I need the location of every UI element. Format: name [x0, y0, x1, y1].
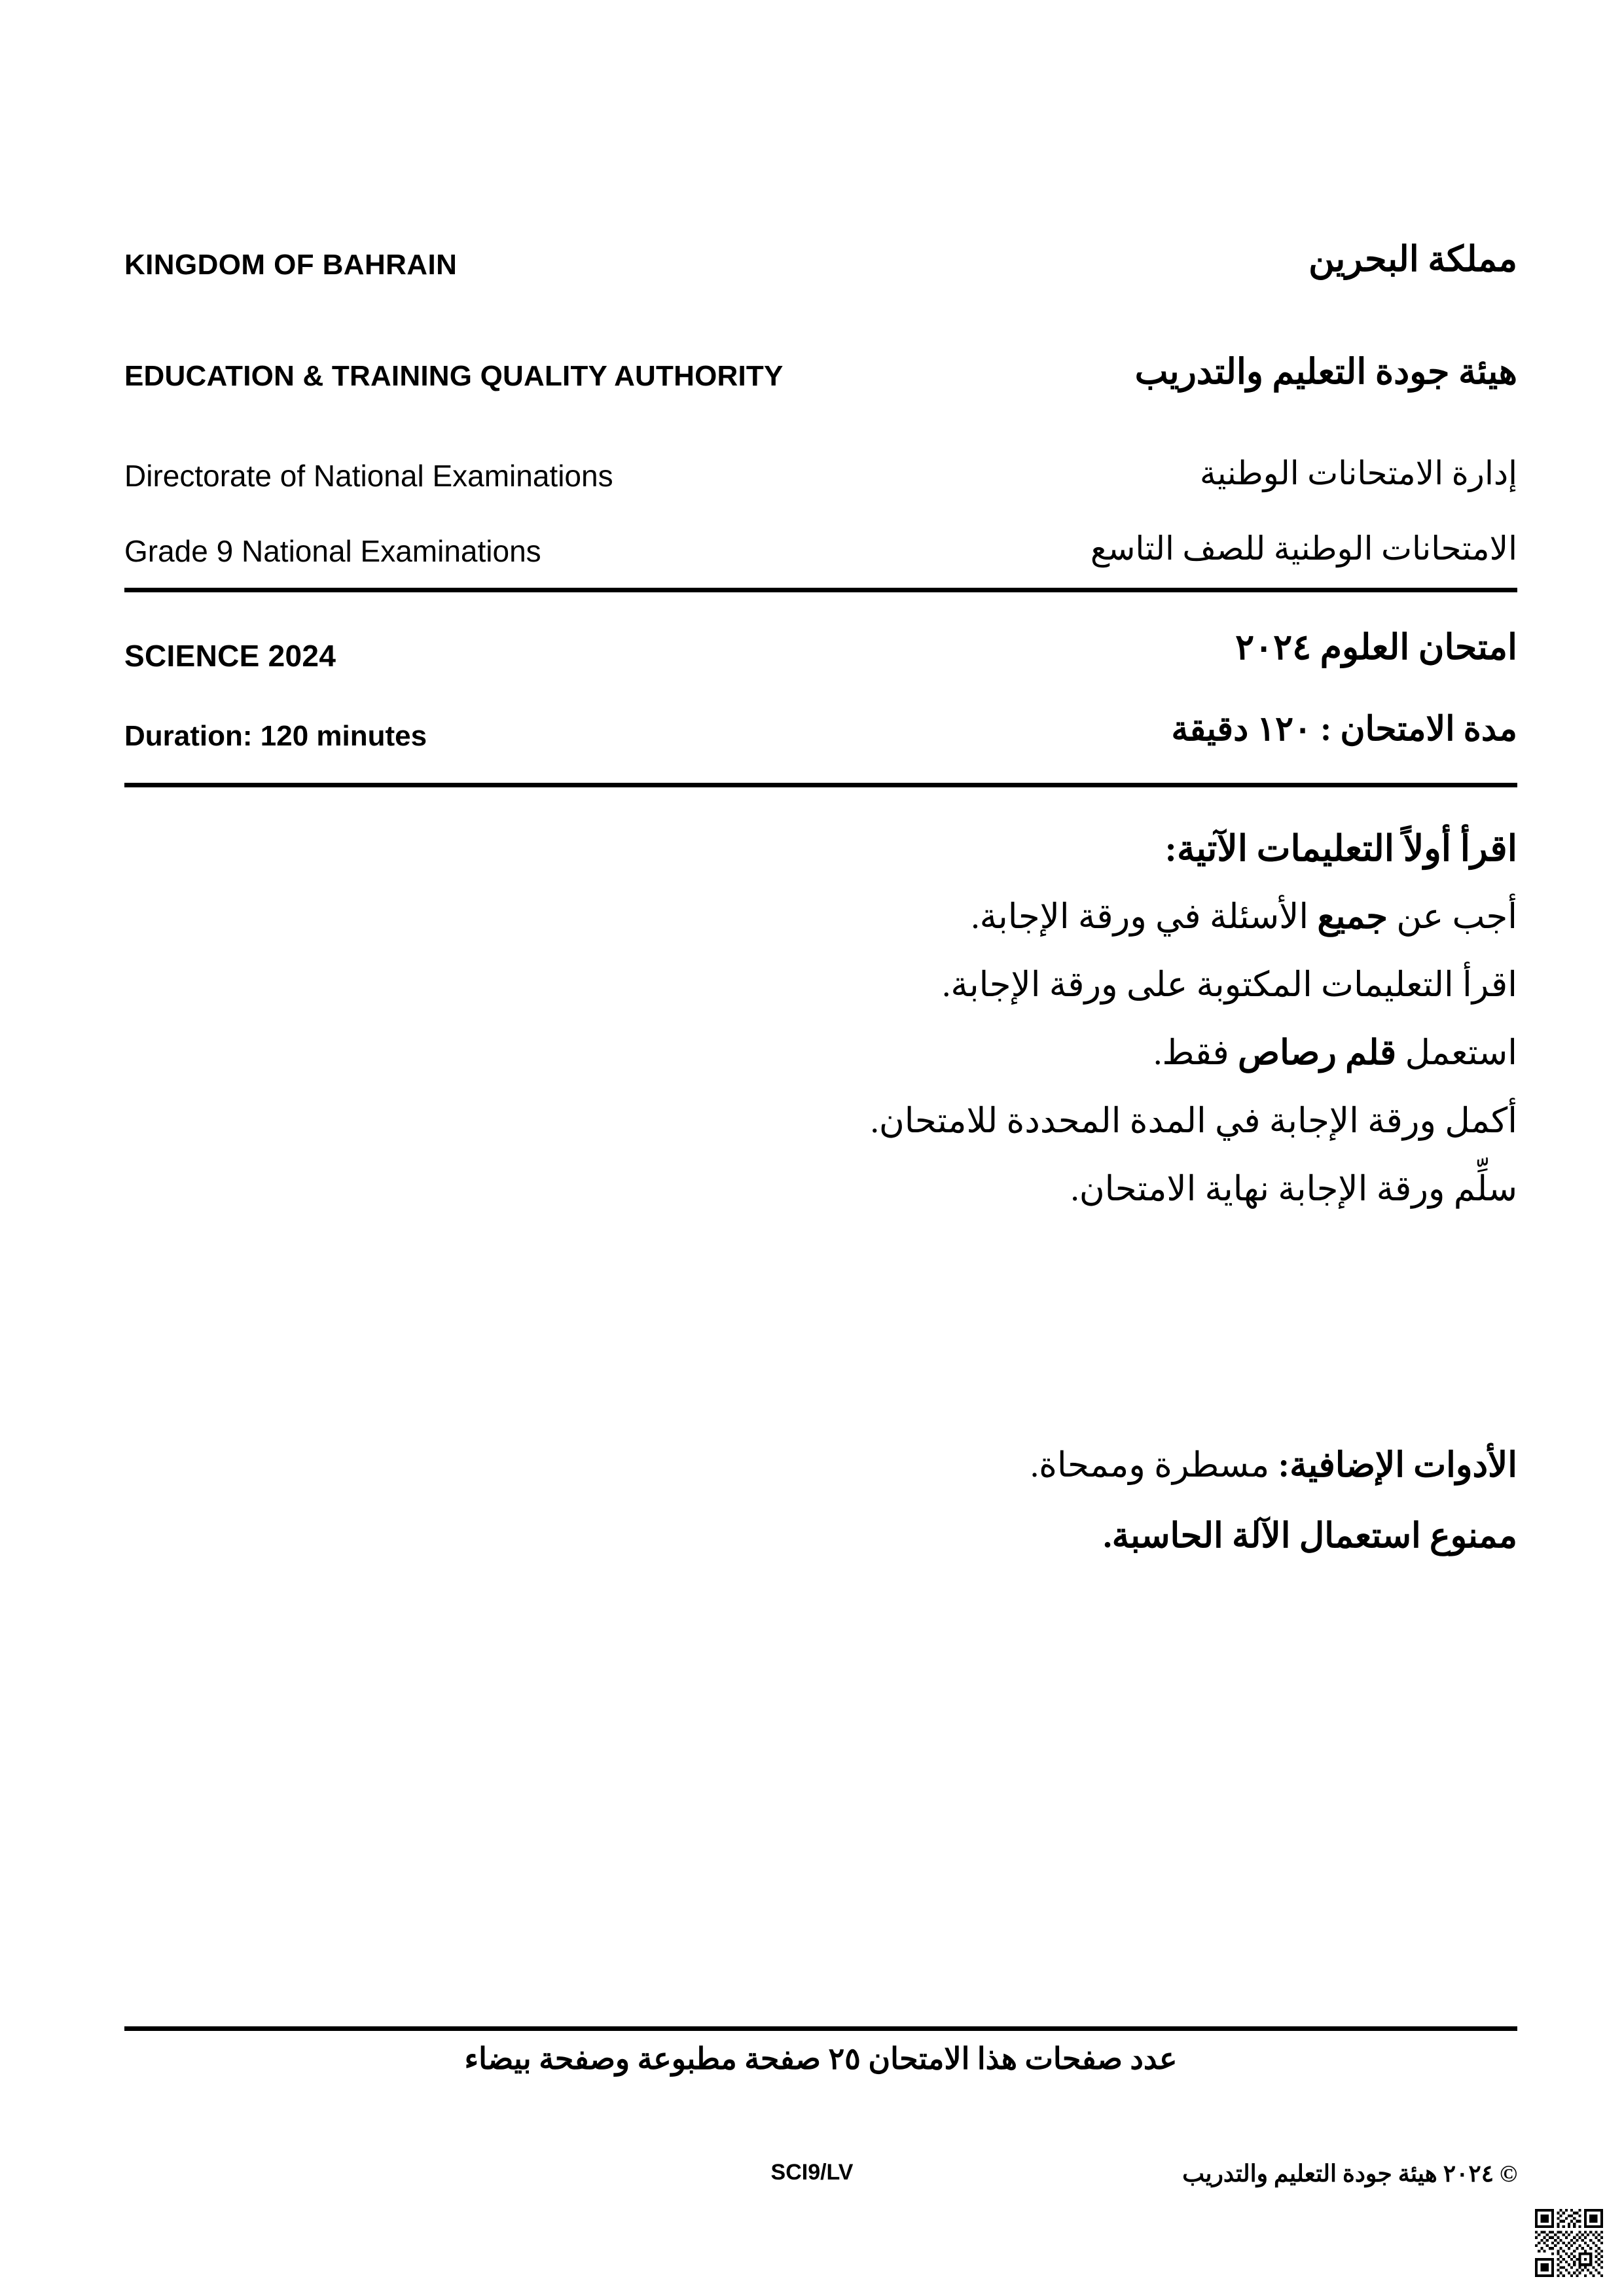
instruction-3-suffix: فقط.: [1153, 1034, 1238, 1072]
instruction-item-3: [535, 1019, 1517, 1087]
authority-label-arabic: هيئة جودة التعليم والتدريب: [1134, 352, 1517, 391]
page-count-note: عدد صفحات هذا الامتحان ٢٥ صفحة مطبوعة وصفحة بيضاء: [464, 2042, 1178, 2075]
additional-tools-label: الأدوات الإضافية:: [1278, 1446, 1517, 1484]
instruction-1-suffix: الأسئلة في ورقة الإجابة.: [971, 898, 1318, 936]
subject-title-english: SCIENCE 2024: [124, 639, 336, 673]
kingdom-label-english: KINGDOM OF BAHRAIN: [124, 249, 458, 281]
divider-above-footer: [124, 2026, 1517, 2031]
duration-english: Duration: 120 minutes: [124, 720, 427, 752]
divider-below-header: [124, 588, 1517, 592]
instruction-3-prefix: استعمل: [1396, 1034, 1517, 1072]
additional-tools-line: [535, 1430, 1517, 1501]
instruction-item-5: [535, 1155, 1517, 1223]
instruction-5-prefix: سلِّم ورقة الإجابة نهاية الامتحان.: [1070, 1170, 1517, 1208]
grade-label-arabic: الامتحانات الوطنية للصف التاسع: [1090, 530, 1517, 567]
instructions-block: [535, 815, 1517, 1223]
additional-tools-value: مسطرة وممحاة.: [1030, 1446, 1278, 1484]
instruction-item-1: [535, 883, 1517, 951]
instruction-1-prefix: أجب عن: [1388, 898, 1517, 936]
authority-label-english: EDUCATION & TRAINING QUALITY AUTHORITY: [124, 360, 784, 392]
qr-code-icon: [1535, 2209, 1603, 2277]
instruction-2-prefix: اقرأ التعليمات المكتوبة على ورقة الإجابة.: [942, 966, 1517, 1004]
calculator-prohibited-note: [535, 1501, 1517, 1571]
instruction-4-prefix: أكمل ورقة الإجابة في المدة المحددة للامتحان.: [870, 1102, 1517, 1140]
instruction-item-2: [535, 951, 1517, 1019]
instruction-item-4: [535, 1087, 1517, 1155]
instruction-3-emphasis: قلم رصاص: [1238, 1034, 1397, 1072]
grade-label-english: Grade 9 National Examinations: [124, 534, 541, 568]
additional-tools-block: [535, 1430, 1517, 1571]
divider-below-subject: [124, 783, 1517, 787]
duration-arabic: مدة الامتحان : ١٢٠ دقيقة: [1171, 711, 1517, 748]
instruction-1-emphasis: جميع: [1317, 898, 1388, 936]
subject-title-arabic: امتحان العلوم ٢٠٢٤: [1235, 628, 1517, 667]
directorate-label-arabic: إدارة الامتحانات الوطنية: [1199, 455, 1517, 492]
exam-code-label: SCI9/LV: [770, 2160, 854, 2185]
copyright-notice: © ٢٠٢٤ هيئة جودة التعليم والتدريب: [1182, 2161, 1517, 2187]
directorate-label-english: Directorate of National Examinations: [124, 459, 613, 493]
calculator-note-text: ممنوع استعمال الآلة الحاسبة.: [1103, 1517, 1517, 1555]
kingdom-label-arabic: مملكة البحرين: [1308, 240, 1517, 279]
instructions-heading: اقرأ أولاً التعليمات الآتية:: [1164, 829, 1517, 869]
